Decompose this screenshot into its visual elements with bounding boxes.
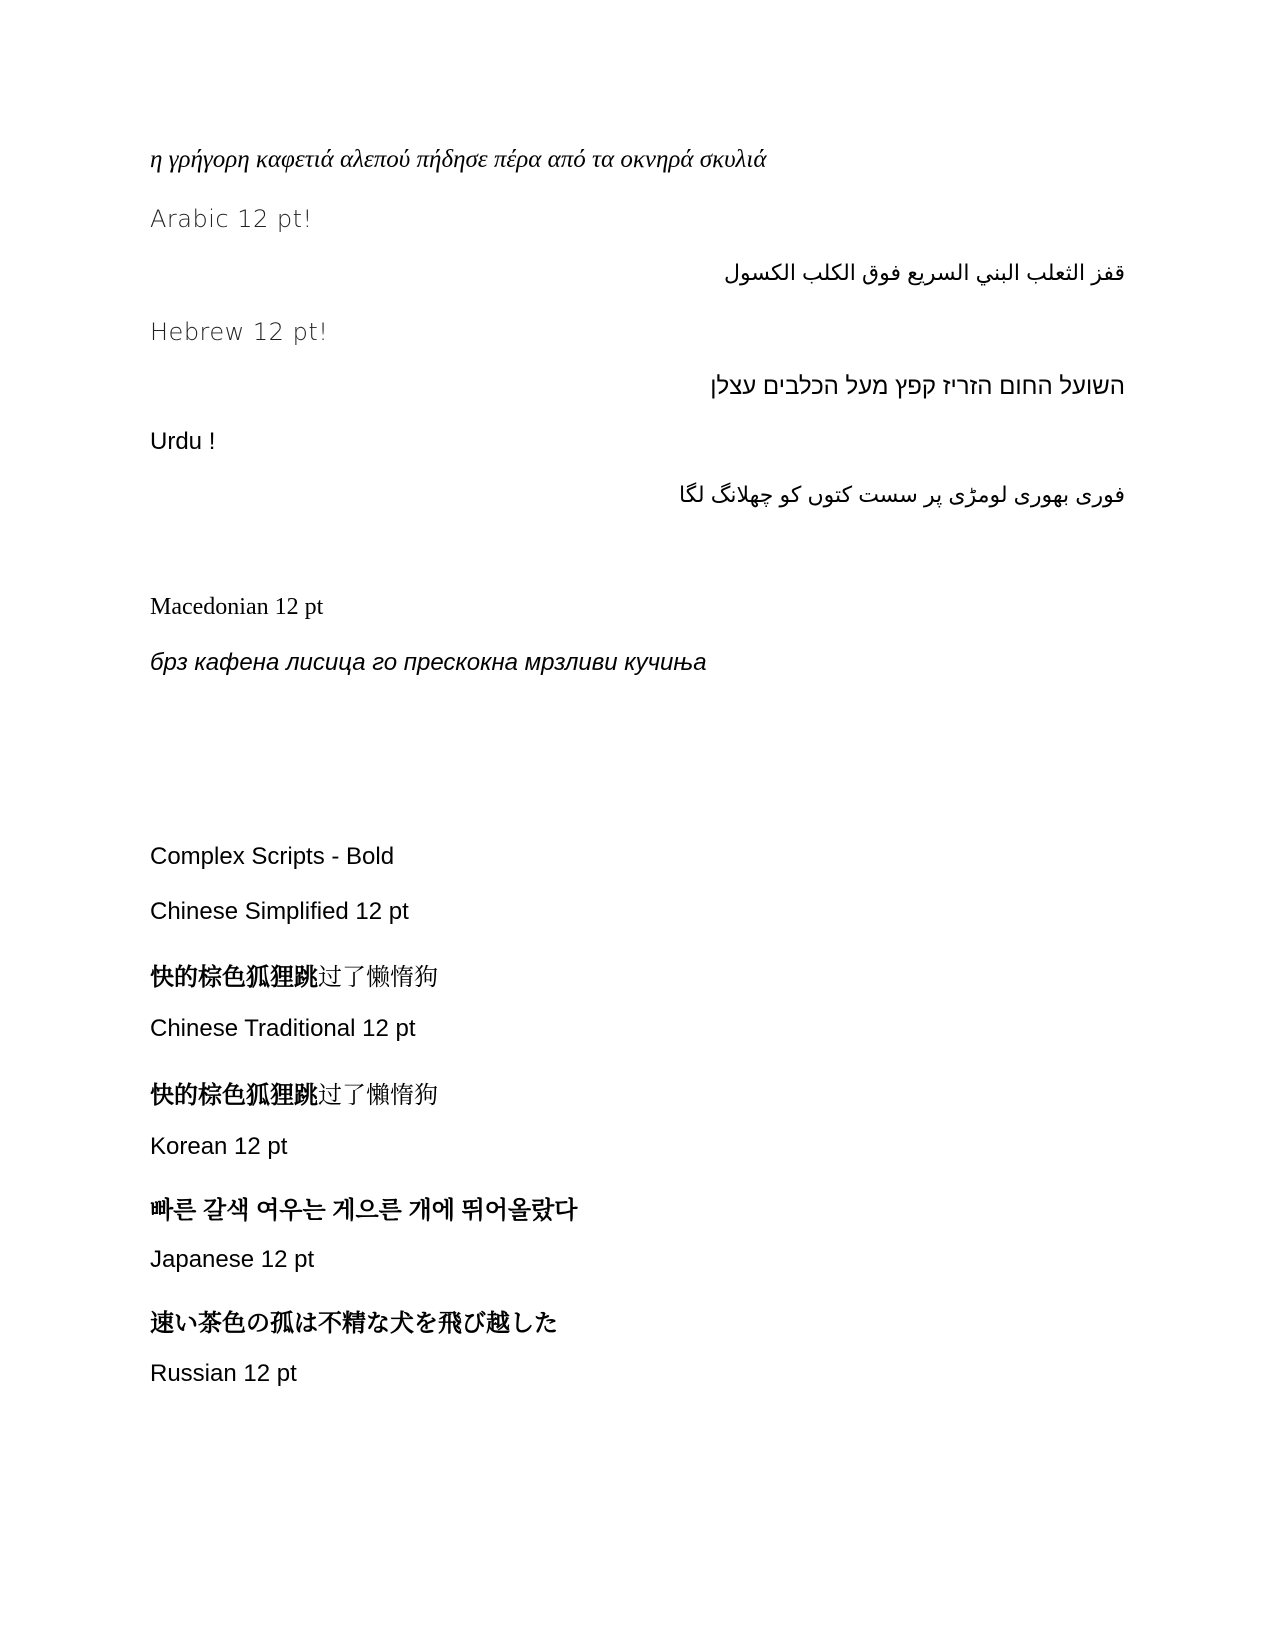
chinese-simplified-regular-part: 过了懒惰狗 <box>318 964 438 991</box>
chinese-simplified-heading: Chinese Simplified 12 pt <box>150 898 409 925</box>
russian-heading: Russian 12 pt <box>150 1360 297 1387</box>
japanese-sentence: 速い茶色の孤は不精な犬を飛び越した <box>150 1310 558 1337</box>
chinese-traditional-bold-part: 快的棕色狐狸跳 <box>150 1082 318 1109</box>
arabic-sentence: قفز الثعلب البني السريع فوق الكلب الكسول <box>724 260 1125 285</box>
macedonian-heading: Macedonian 12 pt <box>150 594 324 620</box>
chinese-traditional-heading: Chinese Traditional 12 pt <box>150 1015 416 1042</box>
arabic-heading: Arabic 12 pt! <box>150 205 313 233</box>
chinese-simplified-bold-part: 快的棕色狐狸跳 <box>150 964 318 991</box>
urdu-heading: Urdu ! <box>150 428 216 455</box>
hebrew-sentence: השועל החום הזריז קפץ מעל הכלבים עצלן <box>710 373 1125 400</box>
macedonian-sentence: брз кафена лисица го прескокна мрзливи кучиња <box>150 649 707 676</box>
hebrew-heading: Hebrew 12 pt! <box>150 318 329 346</box>
urdu-sentence: فوری بھوری لومڑی پر سست کتوں کو چھلانگ لگا <box>679 482 1125 507</box>
chinese-traditional-regular-part: 过了懶惰狗 <box>318 1082 438 1109</box>
japanese-heading: Japanese 12 pt <box>150 1246 315 1273</box>
greek-sentence: η γρήγορη καφετιά αλεπού πήδησε πέρα από τα οκνηρά σκυλιά <box>150 146 767 173</box>
korean-sentence: 빠른 갈색 여우는 게으른 개에 뛰어올랐다 <box>150 1197 578 1224</box>
complex-scripts-heading: Complex Scripts - Bold <box>150 843 395 870</box>
korean-heading: Korean 12 pt <box>150 1133 288 1160</box>
chinese-simplified-sentence <box>150 957 438 992</box>
chinese-traditional-sentence <box>150 1075 438 1110</box>
